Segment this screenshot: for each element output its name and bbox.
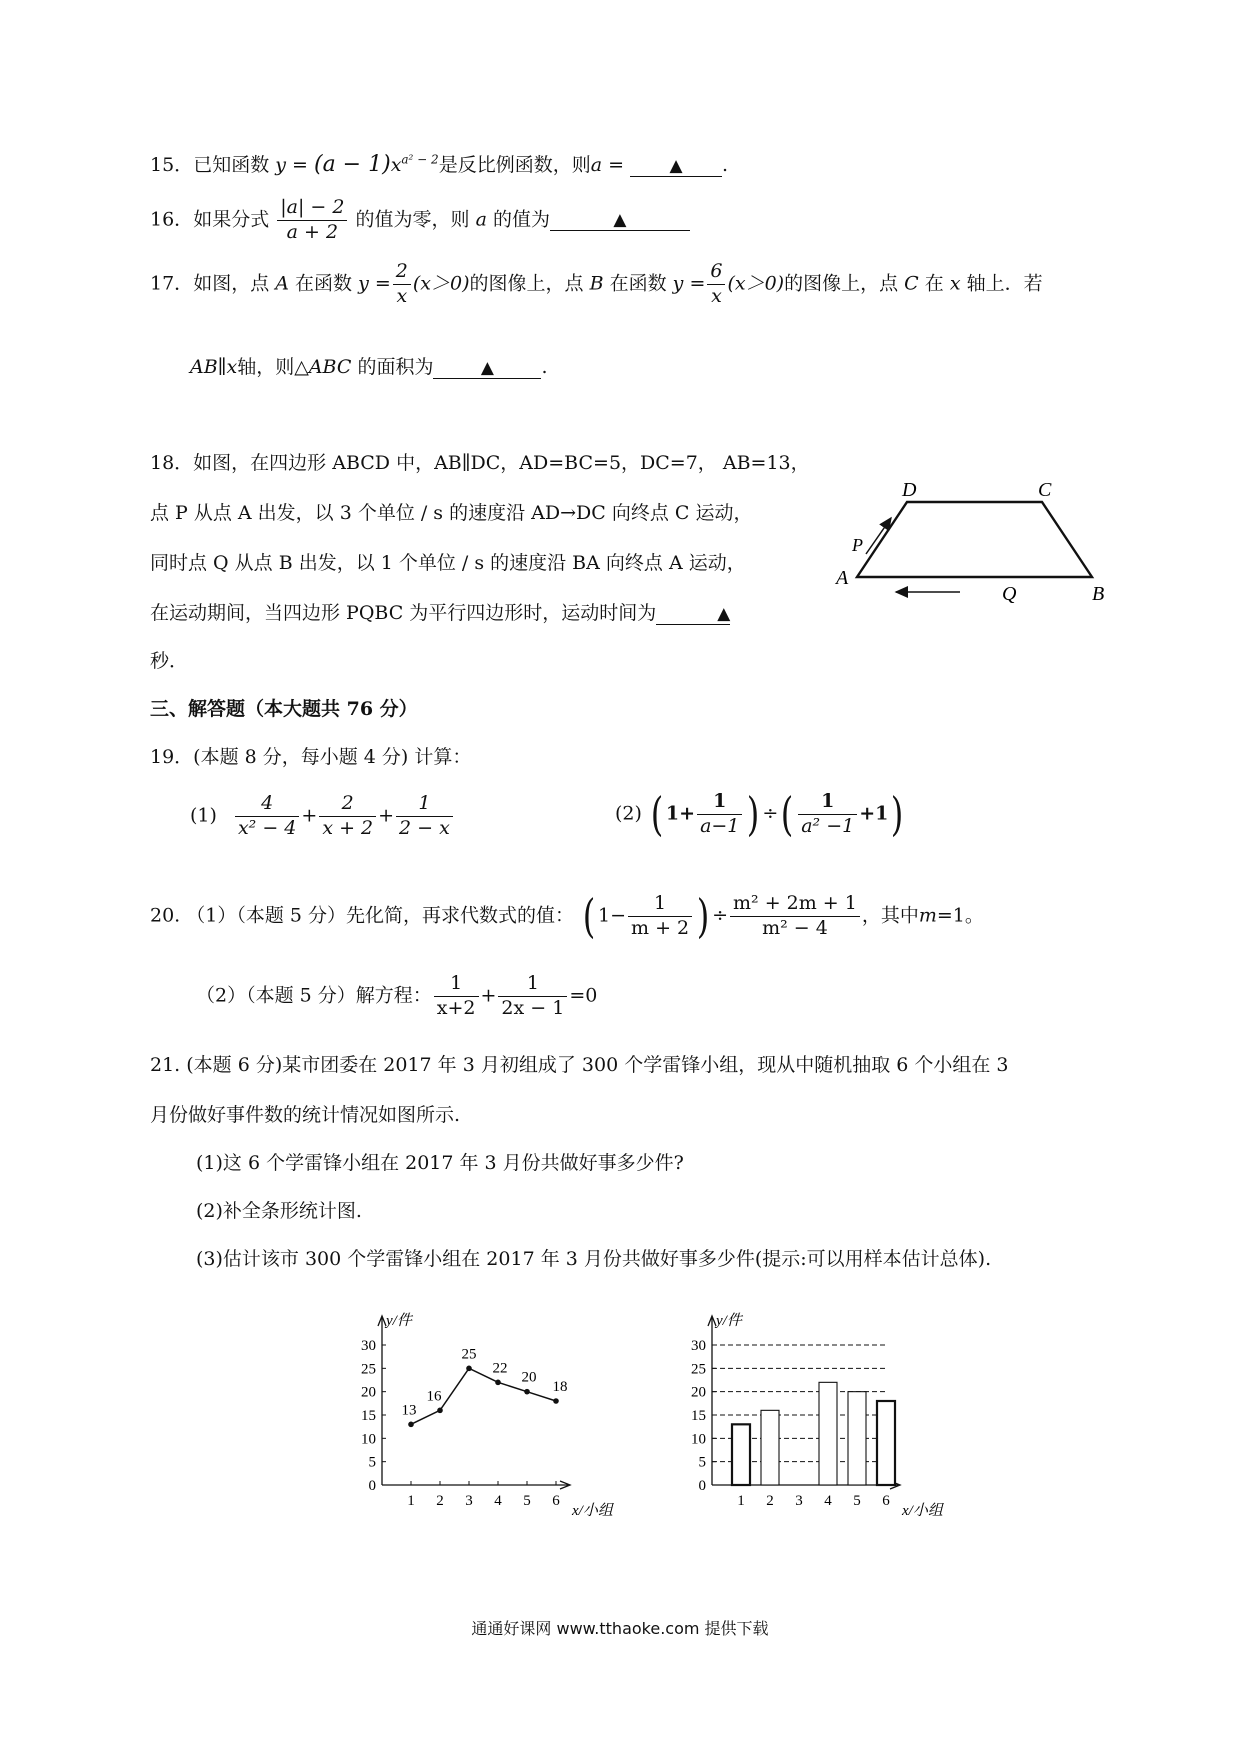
q19-p2-fraction-1 bbox=[697, 790, 742, 839]
line-data-label: 13 bbox=[401, 1402, 417, 1419]
q17-text: 的图像上，点 bbox=[469, 272, 584, 295]
q16-text-mid: 的值为零，则 bbox=[355, 208, 470, 231]
line-chart-x-tick-label: 2 bbox=[436, 1493, 444, 1509]
q19-p2-label: (2) bbox=[615, 802, 642, 825]
bar-chart-y-label: y/件 bbox=[716, 1313, 742, 1329]
question-16 bbox=[150, 196, 690, 245]
bar-chart-x-tick-label: 3 bbox=[795, 1493, 803, 1509]
q17-condition-2: (x＞0) bbox=[727, 272, 785, 295]
line-chart-y-tick-label: 15 bbox=[361, 1408, 376, 1424]
line-chart-x-tick-label: 3 bbox=[465, 1493, 473, 1509]
q17-f2-denominator: x bbox=[711, 284, 722, 307]
q19-p1-f2-denominator: x + 2 bbox=[322, 816, 374, 839]
q16-answer-triangle-icon: ▲ bbox=[613, 210, 627, 231]
line-point bbox=[524, 1389, 530, 1395]
q20-p2-fraction-1 bbox=[434, 972, 479, 1021]
label-a: A bbox=[836, 567, 849, 589]
q19-part-1 bbox=[190, 792, 455, 841]
q19-p1-plus: + bbox=[301, 804, 318, 827]
q15-text-post: 是反比例函数，则 bbox=[438, 154, 591, 176]
line-chart-y-tick-label: 30 bbox=[361, 1338, 376, 1354]
bar-chart-y-tick-label: 20 bbox=[691, 1384, 706, 1401]
q20-p1-var: m bbox=[918, 904, 937, 927]
bar-chart-x-tick-label: 2 bbox=[766, 1493, 774, 1509]
q19-heading: 19．(本题 8 分，每小题 4 分) 计算： bbox=[150, 746, 472, 768]
q20-p1-fraction-2 bbox=[730, 892, 860, 941]
q18-line-3: 同时点 Q 从点 B 出发，以 1 个单位 / s 的速度沿 BA 向终点 A 运动， bbox=[150, 552, 746, 574]
q17-answer-triangle-icon: ▲ bbox=[480, 358, 494, 378]
q17-fraction-2 bbox=[707, 260, 725, 309]
question-17-line1 bbox=[150, 260, 1043, 309]
q20-p2-f1-numerator: 1 bbox=[434, 972, 479, 997]
q19-p2-fraction-2 bbox=[798, 790, 857, 839]
q16-answer-blank[interactable] bbox=[550, 208, 690, 231]
q20-p1-f2-numerator: m² + 2m + 1 bbox=[730, 892, 860, 917]
line-data-label: 20 bbox=[521, 1369, 537, 1386]
q15-exponent: a² − 2 bbox=[401, 152, 439, 167]
line-chart-x-tick-label: 5 bbox=[523, 1493, 531, 1509]
q20-p1-paren-close: ) bbox=[696, 889, 710, 944]
q18-line-2: 点 P 从点 A 出发，以 3 个单位 / s 的速度沿 AD→DC 向终点 C 运动， bbox=[150, 502, 753, 524]
q21-sub-1: (1)这 6 个学雷锋小组在 2017 年 3 月份共做好事多少件? bbox=[196, 1152, 684, 1174]
bar-chart bbox=[670, 1300, 990, 1519]
line-chart-x-tick-label: 1 bbox=[407, 1493, 415, 1509]
line-chart-y-tick-label: 10 bbox=[361, 1431, 376, 1448]
bar bbox=[732, 1424, 750, 1485]
q19-p1-f1-denominator: x² − 4 bbox=[237, 816, 297, 839]
q20-p2-equals-zero: =0 bbox=[569, 984, 598, 1007]
label-c: C bbox=[1038, 479, 1052, 501]
q20-p2-f1-denominator: x+2 bbox=[436, 996, 476, 1019]
q19-p1-label: (1) bbox=[190, 804, 217, 827]
q20-p1-f2-denominator: m² − 4 bbox=[762, 916, 828, 939]
line-chart-y-label: y/件 bbox=[386, 1313, 412, 1329]
q15-answer-blank[interactable] bbox=[630, 154, 722, 177]
q17-point-b: B bbox=[589, 272, 604, 295]
bar-chart-y-tick-label: 0 bbox=[698, 1478, 706, 1494]
q18-line-1: 18．如图，在四边形 ABCD 中，AB∥DC，AD=BC=5，DC=7， AB=13， bbox=[150, 452, 810, 474]
q20-p2-f2-numerator: 1 bbox=[498, 972, 567, 997]
question-17-line2 bbox=[190, 352, 548, 379]
line-chart-y-tick-label: 25 bbox=[361, 1361, 376, 1378]
section-3-title: 三、解答题（本大题共 76 分） bbox=[150, 698, 418, 720]
q20-p1-heading: 20. （1）（本题 5 分）先化简，再求代数式的值： bbox=[150, 904, 575, 927]
q20-p1-divide: ÷ bbox=[712, 904, 729, 927]
q17-f1-denominator: x bbox=[396, 284, 408, 307]
bar-chart-x-label: x/小组 bbox=[902, 1503, 943, 1519]
q15-answer-triangle-icon: ▲ bbox=[669, 156, 683, 176]
bar bbox=[761, 1410, 779, 1485]
q19-p2-f1-denominator: a−1 bbox=[700, 814, 740, 837]
q19-part-2 bbox=[615, 787, 906, 842]
q19-p2-f2-numerator: 1 bbox=[798, 790, 857, 815]
bar bbox=[877, 1401, 895, 1485]
line-data-label: 22 bbox=[492, 1360, 508, 1377]
q20-p1-tail: ，其中 bbox=[861, 904, 919, 927]
line-chart-y-tick-label: 20 bbox=[361, 1384, 376, 1401]
q16-text-pre: 如果分式 bbox=[193, 208, 270, 231]
q17-f1-numerator: 2 bbox=[393, 260, 411, 285]
q17-text: 轴，则△ bbox=[237, 356, 309, 378]
q19-p2-paren-open: ( bbox=[650, 787, 664, 842]
q20-p1-tail-value: =1。 bbox=[936, 904, 984, 927]
bar-chart-y-tick-label: 25 bbox=[691, 1361, 706, 1378]
q19-p2-f2-denominator: a² −1 bbox=[801, 814, 855, 837]
q15-var: a bbox=[590, 154, 603, 176]
line-point bbox=[553, 1398, 559, 1404]
q19-p2-plus-one: +1 bbox=[859, 802, 889, 825]
q18-answer-triangle-icon: ▲ bbox=[717, 604, 731, 624]
label-q: Q bbox=[1002, 583, 1017, 605]
q15-formula-a1: (a − 1) bbox=[313, 152, 391, 177]
q17-number: 17． bbox=[150, 272, 194, 295]
q20-p1-paren-open: ( bbox=[582, 889, 596, 944]
bar bbox=[819, 1382, 837, 1485]
q21-sub-2: (2)补全条形统计图. bbox=[196, 1200, 362, 1222]
bar-chart-y-tick-label: 5 bbox=[698, 1454, 706, 1471]
line-chart bbox=[340, 1300, 660, 1519]
q20-p1-fraction-1 bbox=[628, 892, 692, 941]
q17-text: 在 bbox=[924, 272, 944, 295]
question-15 bbox=[150, 150, 728, 177]
trapezoid-abcd bbox=[857, 502, 1092, 577]
q19-p2-f1-numerator: 1 bbox=[697, 790, 742, 815]
line-data-label: 16 bbox=[426, 1388, 442, 1405]
line-chart-x-label: x/小组 bbox=[572, 1503, 613, 1519]
line-point bbox=[495, 1380, 501, 1386]
q17-text: 的图像上，点 bbox=[784, 272, 899, 295]
q17-text: 在函数 bbox=[609, 272, 667, 295]
q19-p2-divide: ÷ bbox=[762, 802, 779, 825]
line-chart-x-tick-label: 6 bbox=[552, 1493, 560, 1509]
q19-p2-paren-open-2: ( bbox=[780, 787, 794, 842]
bar-chart-x-tick-label: 5 bbox=[853, 1493, 861, 1509]
q16-number: 16． bbox=[150, 208, 194, 231]
q17-y2: y = bbox=[672, 272, 706, 295]
q17-answer-blank[interactable] bbox=[433, 356, 541, 379]
q17-end: . bbox=[541, 356, 548, 378]
q19-p2-paren-close: ) bbox=[747, 787, 760, 842]
q20-part-1 bbox=[150, 889, 984, 944]
q17-x-axis: x bbox=[949, 272, 961, 295]
q19-p1-f3-denominator: 2 − x bbox=[399, 816, 450, 839]
line-point bbox=[466, 1366, 472, 1372]
q19-p1-f1-numerator: 4 bbox=[235, 792, 299, 817]
q15-eq: = bbox=[602, 154, 631, 176]
q19-p1-fraction-2 bbox=[319, 792, 376, 841]
q18-line-5: 秒． bbox=[150, 650, 189, 672]
bar-chart-x-tick-label: 4 bbox=[824, 1493, 832, 1509]
q20-p1-one: 1− bbox=[598, 904, 627, 927]
q19-p1-f2-numerator: 2 bbox=[319, 792, 376, 817]
q19-p2-paren-close-2: ) bbox=[891, 787, 904, 842]
q17-y1: y = bbox=[358, 272, 391, 295]
q16-var: a bbox=[475, 208, 487, 231]
q17-ab-parallel: AB∥x bbox=[190, 356, 238, 378]
line-chart-y-tick-label: 5 bbox=[368, 1454, 376, 1471]
label-b: B bbox=[1092, 583, 1105, 605]
q17-text: 的面积为 bbox=[357, 356, 434, 378]
q15-formula-x: x bbox=[390, 154, 402, 176]
q16-fraction-numerator: |a| − 2 bbox=[277, 196, 347, 221]
q20-p2-plus: + bbox=[480, 984, 497, 1007]
line-point bbox=[408, 1422, 414, 1428]
bar-chart-y-tick-label: 10 bbox=[691, 1431, 706, 1448]
q21-line-2: 月份做好事件数的统计情况如图所示. bbox=[150, 1104, 461, 1126]
bar-chart-x-tick-label: 1 bbox=[737, 1493, 745, 1509]
q17-text: 在函数 bbox=[295, 272, 353, 295]
q18-line-4-text: 在运动期间，当四边形 PQBC 为平行四边形时，运动时间为 bbox=[150, 602, 657, 624]
line-chart-y-tick-label: 0 bbox=[368, 1478, 376, 1494]
label-p: P bbox=[852, 535, 863, 555]
bar-chart-y-tick-label: 30 bbox=[691, 1338, 706, 1354]
q16-fraction-denominator: a + 2 bbox=[286, 220, 339, 243]
q21-line-1: 21. (本题 6 分)某市团委在 2017 年 3 月初组成了 300 个学雷锋小组，现从中随机抽取 6 个小组在 3 bbox=[150, 1054, 1009, 1076]
q20-p2-f2-denominator: 2x − 1 bbox=[501, 996, 565, 1019]
q20-p2-heading: （2）（本题 5 分）解方程： bbox=[196, 984, 432, 1007]
q19-p1-plus: + bbox=[378, 804, 395, 827]
q17-text: 如图，点 bbox=[193, 272, 270, 295]
q18-answer-blank[interactable] bbox=[656, 602, 730, 625]
q20-p1-f1-numerator: 1 bbox=[628, 892, 692, 917]
q15-formula-y: y = bbox=[275, 154, 314, 176]
line-chart-x-tick-label: 4 bbox=[494, 1493, 502, 1509]
q17-point-c: C bbox=[904, 272, 919, 295]
trapezoid-diagram bbox=[830, 470, 1120, 610]
q20-p1-f1-denominator: m + 2 bbox=[631, 916, 690, 939]
line-data-label: 18 bbox=[552, 1379, 568, 1395]
q19-p1-fraction-3 bbox=[396, 792, 453, 841]
q17-text: 轴上．若 bbox=[966, 272, 1043, 295]
bar-chart-x-tick-label: 6 bbox=[882, 1493, 890, 1509]
page-footer: 通通好课网 www.tthaoke.com 提供下载 bbox=[471, 1619, 769, 1638]
q19-p1-fraction-1 bbox=[235, 792, 299, 841]
q15-text-pre: 已知函数 bbox=[193, 154, 270, 176]
q15-end: . bbox=[722, 154, 729, 176]
bar bbox=[848, 1392, 866, 1485]
q17-condition-1: (x＞0) bbox=[412, 272, 470, 295]
q15-number: 15． bbox=[150, 154, 194, 176]
line-data-label: 25 bbox=[461, 1346, 477, 1363]
q17-fraction-1 bbox=[393, 260, 411, 309]
q21-sub-3: (3)估计该市 300 个学雷锋小组在 2017 年 3 月份共做好事多少件(提示:可以用样本估计总体). bbox=[196, 1248, 992, 1270]
line-point bbox=[437, 1408, 443, 1414]
q17-f2-numerator: 6 bbox=[707, 260, 725, 285]
q19-p1-f3-numerator: 1 bbox=[396, 792, 453, 817]
q17-point-a: A bbox=[275, 272, 289, 295]
q20-p2-fraction-2 bbox=[498, 972, 567, 1021]
q16-fraction bbox=[277, 196, 347, 245]
q19-p2-one: 1+ bbox=[665, 802, 696, 825]
q20-part-2 bbox=[196, 972, 597, 1021]
q18-line-4 bbox=[150, 598, 730, 625]
label-d: D bbox=[902, 479, 917, 501]
bar-chart-y-tick-label: 15 bbox=[691, 1408, 706, 1424]
q17-triangle-abc: ABC bbox=[308, 356, 352, 378]
arrow-ad-direction bbox=[866, 518, 891, 554]
q16-text-post: 的值为 bbox=[492, 208, 550, 231]
